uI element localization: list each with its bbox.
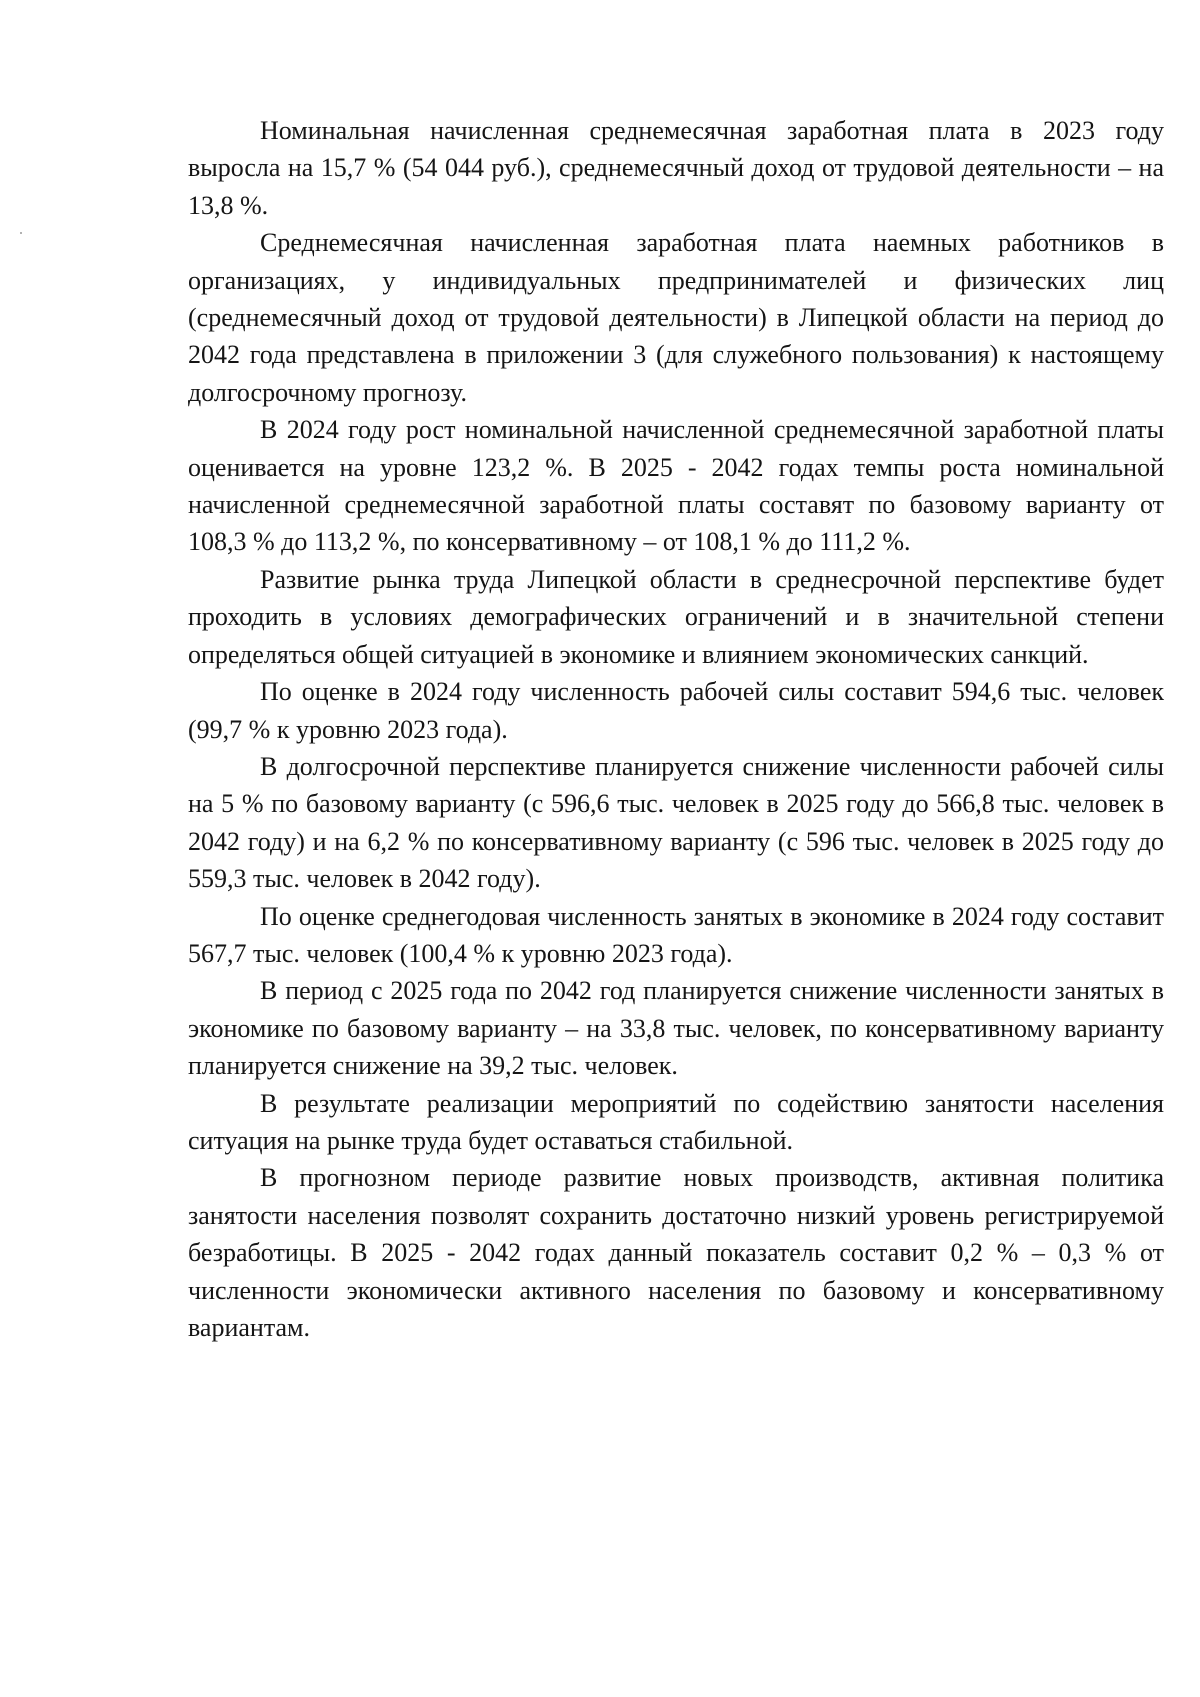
paragraph-employment-2024: По оценке среднегодовая численность занятых в экономике в 2024 году составит 567,7 тыс. человек (100,4 % к уровню 2023 года). <box>188 901 1164 968</box>
paragraph-employment-measures: В результате реализации мероприятий по содействию занятости населения ситуация на рынке труда будет оставаться стабильной. <box>188 1088 1164 1155</box>
paragraph-labor-market-development: Развитие рынка труда Липецкой области в среднесрочной перспективе будет проходить в условиях демографических ограничений и в значительной степени определяться общей ситуацией в экономике и влиянием экономических санкций. <box>188 564 1164 669</box>
paragraph-labor-force-2024: По оценке в 2024 году численность рабочей силы составит 594,6 тыс. человек (99,7 % к уровню 2023 года). <box>188 677 1164 744</box>
paragraph-employment-decline: В период с 2025 года по 2042 год планируется снижение численности занятых в экономике по базовому варианту – на 33,8 тыс. человек, по консервативному варианту планируется снижение на 39,2 тыс. человек. <box>188 976 1164 1081</box>
paragraph-nominal-wage-2023: Номинальная начисленная среднемесячная заработная плата в 2023 году выросла на 15,7 % (54 044 руб.), среднемесячный доход от трудовой деятельности – на 13,8 %. <box>188 116 1164 220</box>
document-body <box>188 112 1164 1346</box>
paragraph-wage-forecast-appendix: Среднемесячная начисленная заработная плата наемных работников в организациях, у индивидуальных предпринимателей и физических лиц (среднемесячный доход от трудовой деятельности) в Липецкой области на период до 2042 года представлена в приложении 3 (для служебного пользования) к настоящему долгосрочному прогнозу. <box>188 228 1164 407</box>
paragraph-labor-force-long-term: В долгосрочной перспективе планируется снижение численности рабочей силы на 5 % по базовому варианту (с 596,6 тыс. человек в 2025 году до 566,8 тыс. человек в 2042 году) и на 6,2 % по консервативному варианту (с 596 тыс. человек в 2025 году до 559,3 тыс. человек в 2042 году). <box>188 751 1164 894</box>
paragraph-unemployment-forecast: В прогнозном периоде развитие новых производств, активная политика занятости населения позволят сохранить достаточно низкий уровень регистрируемой безработицы. В 2025 - 2042 годах данный показатель составит 0,2 % – 0,3 % от численности экономически активного населения по базовому и консервативному вариантам. <box>188 1163 1164 1342</box>
paragraph-wage-growth-2024-2042: В 2024 году рост номинальной начисленной среднемесячной заработной платы оценивается на уровне 123,2 %. В 2025 - 2042 годах темпы роста номинальной начисленной среднемесячной заработной платы составят по базовому варианту от 108,3 % до 113,2 %, по консервативному – от 108,1 % до 111,2 %. <box>188 415 1164 557</box>
scan-speck <box>20 232 22 234</box>
